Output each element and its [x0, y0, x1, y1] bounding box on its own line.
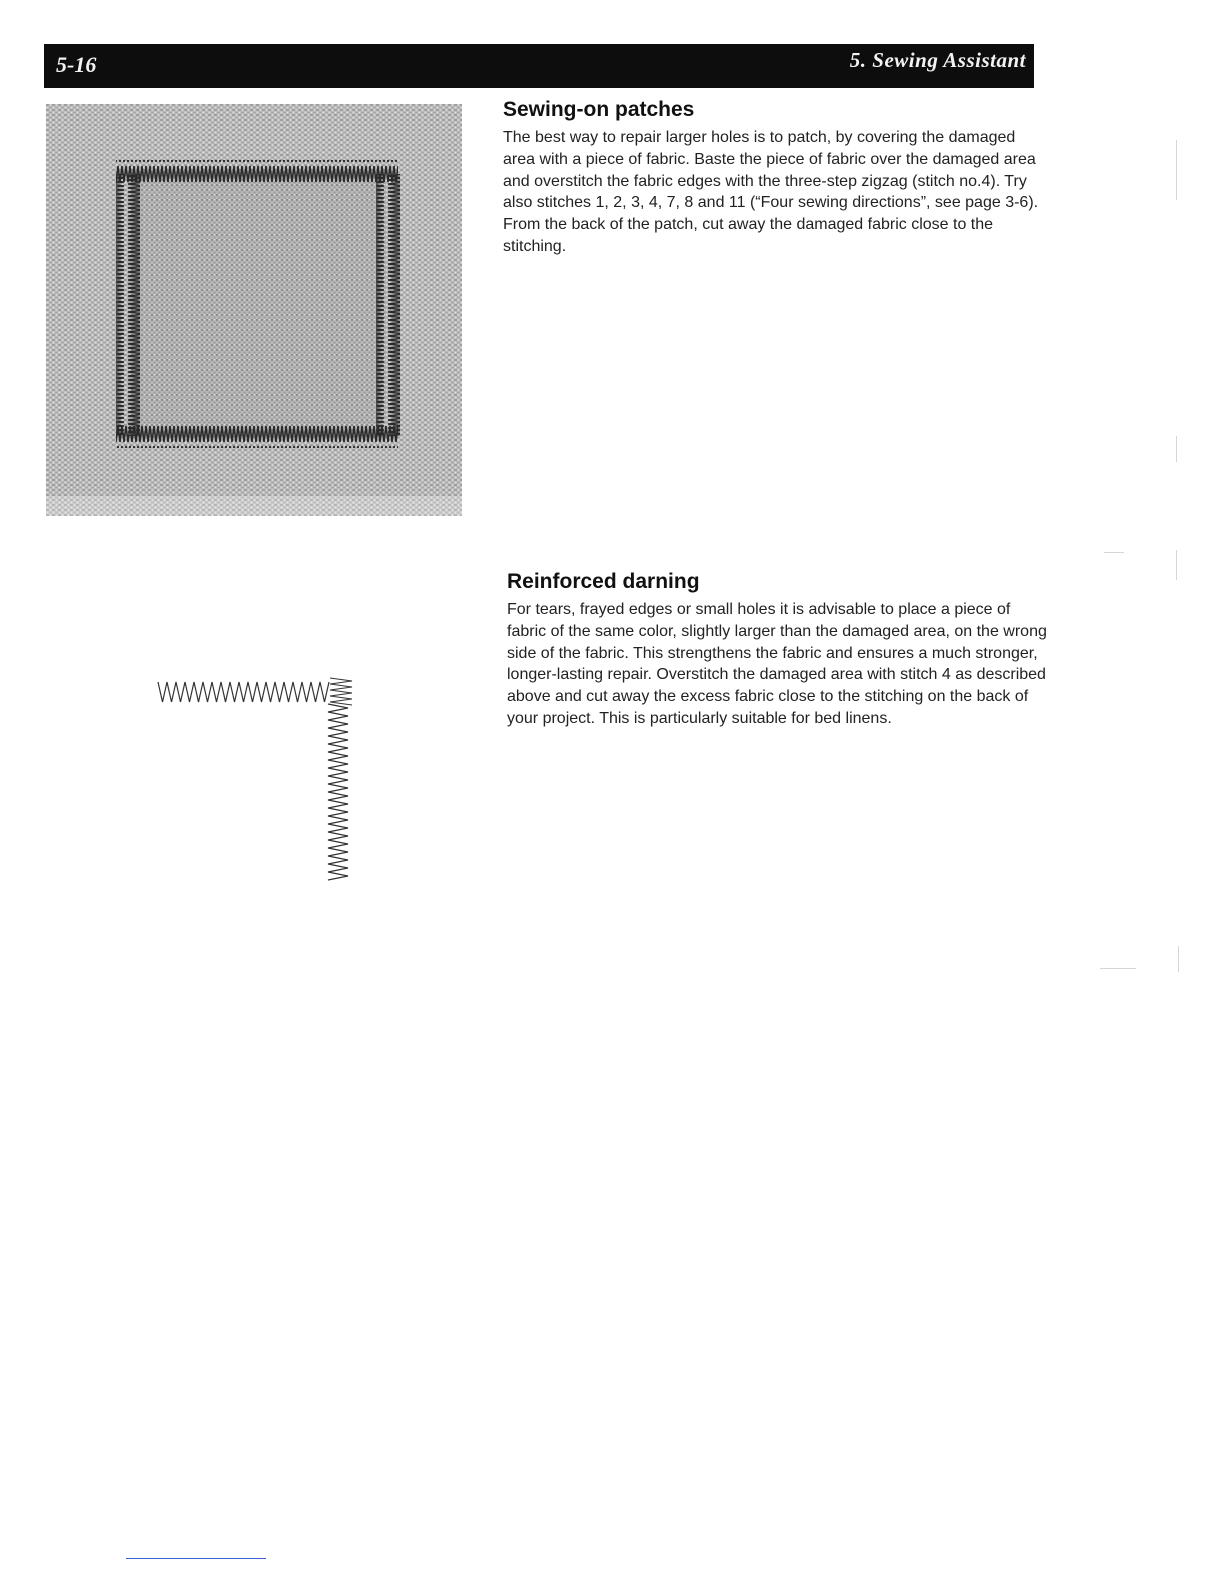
- section-body: The best way to repair larger holes is to patch, by covering the damaged area with a piece of fabric. Baste the piece of fabric over the damaged area and overstitch the fabric edges with the three-step zigzag (stitch no.4). Try also stitches 1, 2, 3, 4, 7, 8 and 11 (“Four sewing directions”, see page 3-6). From the back of the patch, cut away the damaged fabric close to the stitching.: [503, 129, 1039, 255]
- section-reinforced-darning: [507, 570, 1047, 730]
- three-step-zigzag-corner-diagram: [150, 668, 364, 888]
- margin-mark: [1176, 550, 1177, 580]
- section-heading: Sewing-on patches: [503, 98, 695, 121]
- chapter-title: 5. Sewing Assistant: [849, 48, 1026, 72]
- margin-mark: [1100, 968, 1136, 969]
- section-heading: Reinforced darning: [507, 570, 700, 593]
- section-sewing-on-patches: [503, 98, 1043, 258]
- footer-rule: [126, 1558, 266, 1559]
- margin-mark: [1178, 946, 1179, 972]
- margin-mark: [1176, 436, 1177, 462]
- patched-fabric-photo: [46, 104, 462, 516]
- page-number: 5-16: [56, 52, 97, 77]
- page-header-bar: [44, 44, 1034, 88]
- margin-mark: [1176, 140, 1177, 200]
- section-body: For tears, frayed edges or small holes it is advisable to place a piece of fabric of the same color, slightly larger than the damaged area, on the wrong side of the fabric. This strengthens the fabric and ensures a much stronger, longer-lasting repair. Overstitch the damaged area with stitch 4 as described above and cut away the excess fabric close to the stitching on the back of your project. This is particularly suitable for bed linens.: [507, 601, 1047, 727]
- margin-mark: [1104, 552, 1124, 553]
